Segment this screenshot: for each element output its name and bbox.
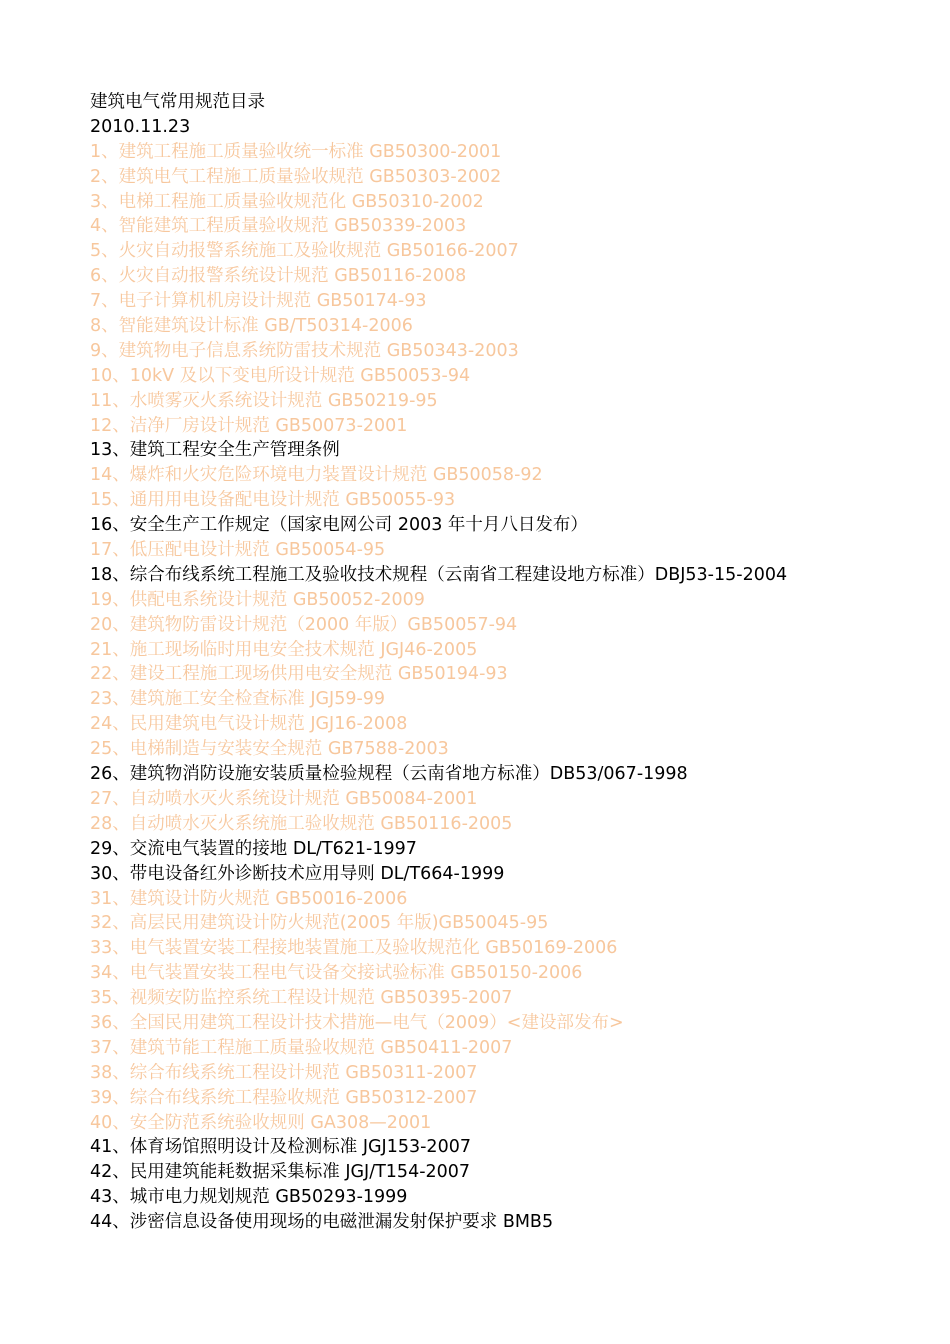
list-item: 4、智能建筑工程质量验收规范 GB50339-2003: [90, 216, 467, 237]
list-item: 24、民用建筑电气设计规范 JGJ16-2008: [90, 714, 408, 735]
list-item: 17、低压配电设计规范 GB50054-95: [90, 540, 386, 561]
list-item: 44、涉密信息设备使用现场的电磁泄漏发射保护要求 BMB5: [90, 1212, 554, 1233]
list-item: 16、安全生产工作规定（国家电网公司 2003 年十月八日发布）: [90, 515, 588, 536]
list-item: 33、电气装置安装工程接地装置施工及验收规范化 GB50169-2006: [90, 938, 618, 959]
list-item: 35、视频安防监控系统工程设计规范 GB50395-2007: [90, 988, 513, 1009]
list-item: 6、火灾自动报警系统设计规范 GB50116-2008: [90, 266, 467, 287]
list-item: 3、电梯工程施工质量验收规范化 GB50310-2002: [90, 191, 484, 212]
list-item: 32、高层民用建筑设计防火规范(2005 年版)GB50045-95: [90, 913, 549, 934]
list-item: 42、民用建筑能耗数据采集标准 JGJ/T154-2007: [90, 1162, 471, 1183]
document-title: 建筑电气常用规范目录: [90, 92, 265, 112]
list-item: 13、建筑工程安全生产管理条例: [90, 440, 340, 461]
list-item: 40、安全防范系统验收规则 GA308—2001: [90, 1112, 432, 1133]
list-item: 30、带电设备红外诊断技术应用导则 DL/T664-1999: [90, 863, 505, 884]
list-item: 38、综合布线系统工程设计规范 GB50311-2007: [90, 1062, 478, 1083]
list-item: 29、交流电气装置的接地 DL/T621-1997: [90, 838, 417, 859]
list-item: 18、综合布线系统工程施工及验收技术规程（云南省工程建设地方标准）DBJ53-15-2004: [90, 564, 788, 585]
list-item: 1、建筑工程施工质量验收统一标准 GB50300-2001: [90, 141, 502, 162]
list-item: 8、智能建筑设计标准 GB/T50314-2006: [90, 316, 413, 337]
list-item: 25、电梯制造与安装安全规范 GB7588-2003: [90, 739, 449, 760]
list-item: 27、自动喷水灭火系统设计规范 GB50084-2001: [90, 788, 478, 809]
list-item: 31、建筑设计防火规范 GB50016-2006: [90, 888, 408, 909]
list-item: 21、施工现场临时用电安全技术规范 JGJ46-2005: [90, 639, 478, 660]
list-item: 20、建筑物防雷设计规范（2000 年版）GB50057-94: [90, 614, 518, 635]
list-item: 26、建筑物消防设施安装质量检验规程（云南省地方标准）DB53/067-1998: [90, 764, 688, 785]
list-item: 10、10kV 及以下变电所设计规范 GB50053-94: [90, 365, 471, 386]
list-item: 2、建筑电气工程施工质量验收规范 GB50303-2002: [90, 166, 502, 187]
list-item: 9、建筑物电子信息系统防雷技术规范 GB50343-2003: [90, 340, 519, 361]
list-item: 28、自动喷水灭火系统施工验收规范 GB50116-2005: [90, 813, 513, 834]
list-item: 41、体育场馆照明设计及检测标准 JGJ153-2007: [90, 1137, 471, 1158]
list-item: 36、全国民用建筑工程设计技术措施—电气（2009）<建设部发布>: [90, 1012, 624, 1033]
list-item: 15、通用用电设备配电设计规范 GB50055-93: [90, 490, 456, 511]
list-item: 22、建设工程施工现场供用电安全规范 GB50194-93: [90, 664, 508, 685]
list-item: 14、爆炸和火灾危险环境电力装置设计规范 GB50058-92: [90, 465, 543, 486]
list-item: 12、洁净厂房设计规范 GB50073-2001: [90, 415, 408, 436]
list-item: 39、综合布线系统工程验收规范 GB50312-2007: [90, 1087, 478, 1108]
list-item: 19、供配电系统设计规范 GB50052-2009: [90, 589, 425, 610]
list-item: 11、水喷雾灭火系统设计规范 GB50219-95: [90, 390, 438, 411]
list-item: 34、电气装置安装工程电气设备交接试验标准 GB50150-2006: [90, 963, 583, 984]
document-date: 2010.11.23: [90, 116, 191, 137]
document-body: [90, 90, 920, 1235]
list-item: 43、城市电力规划规范 GB50293-1999: [90, 1187, 408, 1208]
list-item: 23、建筑施工安全检查标准 JGJ59-99: [90, 689, 386, 710]
list-item: 37、建筑节能工程施工质量验收规范 GB50411-2007: [90, 1037, 513, 1058]
list-item: 7、电子计算机机房设计规范 GB50174-93: [90, 291, 427, 312]
standards-list: [90, 140, 920, 1235]
list-item: 5、火灾自动报警系统施工及验收规范 GB50166-2007: [90, 241, 519, 262]
